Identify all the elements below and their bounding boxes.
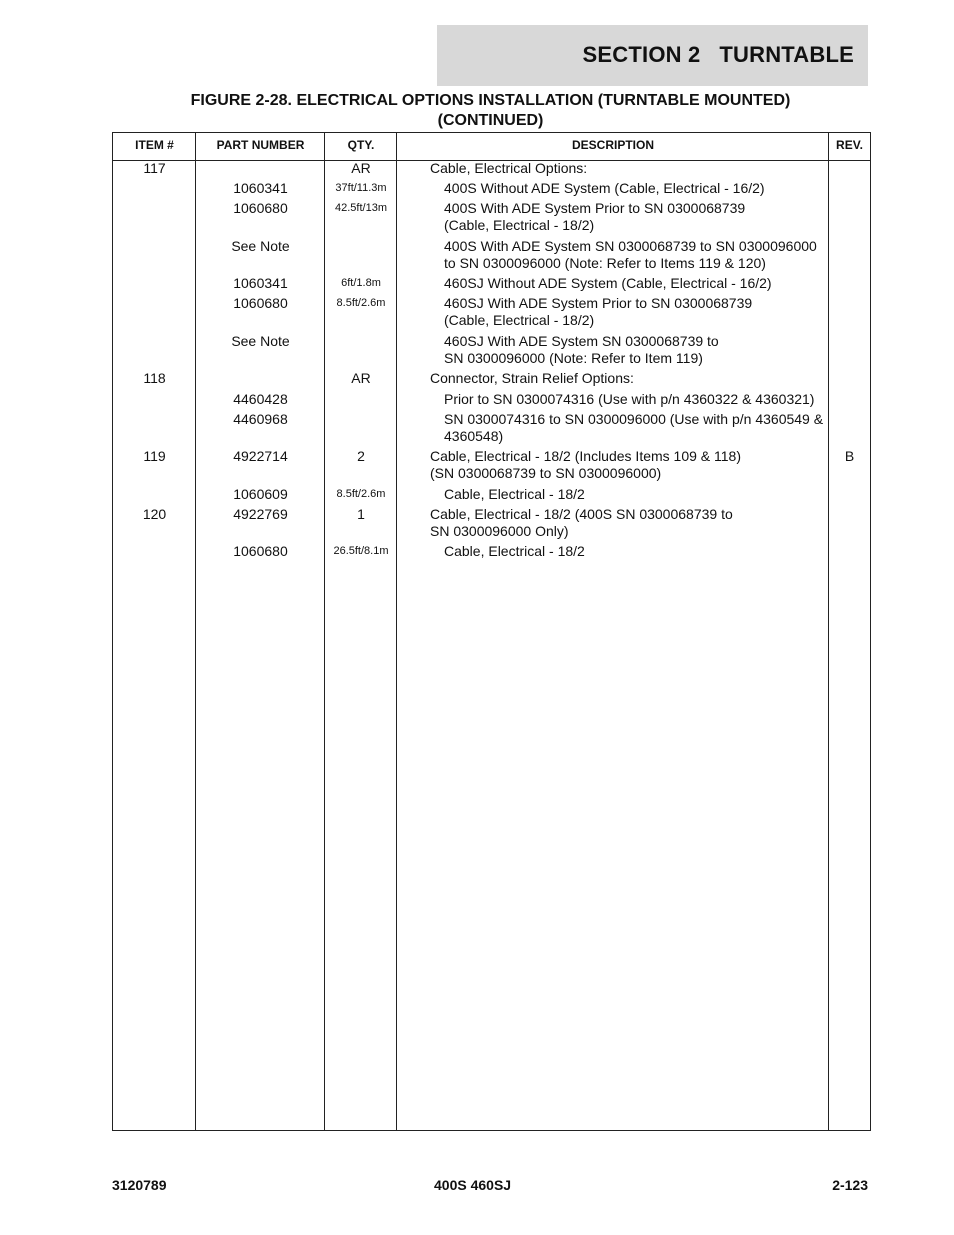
description bbox=[444, 180, 839, 197]
description bbox=[430, 160, 825, 177]
part-number: 4922769 bbox=[233, 506, 288, 522]
description-line: SN 0300096000 (Note: Refer to Item 119) bbox=[444, 350, 703, 366]
item-number: 118 bbox=[143, 370, 166, 386]
quantity: 1 bbox=[357, 506, 365, 522]
description bbox=[444, 411, 839, 445]
description-line: (Cable, Electrical - 18/2) bbox=[444, 312, 595, 328]
quantity: 6ft/1.8m bbox=[341, 277, 381, 289]
description-line: SN 0300074316 to SN 0300096000 (Use with p/n 4360549 & bbox=[444, 411, 824, 427]
description-line: to SN 0300096000 (Note: Refer to Items 119 & 120) bbox=[444, 255, 766, 271]
figure-title-line2: (CONTINUED) bbox=[437, 112, 544, 129]
quantity: 26.5ft/8.1m bbox=[333, 545, 389, 557]
footer-page-number: 2-123 bbox=[832, 1177, 868, 1193]
quantity: 8.5ft/2.6m bbox=[336, 488, 386, 500]
description-line: 400S Without ADE System (Cable, Electrical - 16/2) bbox=[444, 180, 765, 196]
description-line: (Cable, Electrical - 18/2) bbox=[444, 217, 595, 233]
quantity: AR bbox=[351, 160, 371, 176]
quantity: 2 bbox=[357, 448, 365, 464]
footer-model: 400S 460SJ bbox=[434, 1177, 512, 1193]
description bbox=[430, 448, 825, 482]
quantity: 42.5ft/13m bbox=[335, 202, 387, 214]
part-number: 1060609 bbox=[233, 486, 288, 502]
description-line: 400S With ADE System Prior to SN 0300068739 bbox=[444, 200, 746, 216]
description bbox=[444, 391, 839, 408]
header-qty: QTY. bbox=[347, 138, 375, 152]
description-line: Cable, Electrical Options: bbox=[430, 160, 588, 176]
description-line: 460SJ With ADE System SN 0300068739 to bbox=[444, 333, 719, 349]
header-description: DESCRIPTION bbox=[571, 138, 654, 152]
description bbox=[444, 200, 839, 234]
description-line: Cable, Electrical - 18/2 bbox=[444, 543, 585, 559]
description-line: 4360548) bbox=[444, 428, 504, 444]
revision: B bbox=[844, 448, 855, 464]
quantity: 37ft/11.3m bbox=[335, 182, 387, 194]
description bbox=[444, 295, 839, 329]
part-number: 4460968 bbox=[233, 411, 288, 427]
description bbox=[444, 238, 839, 272]
description-line: Connector, Strain Relief Options: bbox=[430, 370, 634, 386]
description-line: Cable, Electrical - 18/2 (400S SN 0300068739 to bbox=[430, 506, 733, 522]
description-line: 460SJ Without ADE System (Cable, Electrical - 16/2) bbox=[444, 275, 772, 291]
description-line: 400S With ADE System SN 0300068739 to SN 0300096000 bbox=[444, 238, 817, 254]
description bbox=[444, 275, 839, 292]
part-number: 1060680 bbox=[233, 295, 288, 311]
part-number: 1060680 bbox=[233, 200, 288, 216]
part-number: 1060680 bbox=[233, 543, 288, 559]
description bbox=[430, 506, 825, 540]
description bbox=[430, 370, 825, 387]
item-number: 119 bbox=[143, 448, 166, 464]
description-line: 460SJ With ADE System Prior to SN 0300068739 bbox=[444, 295, 753, 311]
part-number: 4922714 bbox=[233, 448, 288, 464]
description bbox=[444, 486, 839, 503]
header-rev: REV. bbox=[836, 138, 863, 152]
parts-table bbox=[112, 132, 871, 1131]
part-number: See Note bbox=[231, 238, 290, 254]
part-number: 1060341 bbox=[233, 180, 288, 196]
description-line: Cable, Electrical - 18/2 bbox=[444, 486, 585, 502]
footer-doc-number: 3120789 bbox=[112, 1177, 167, 1193]
header-item: ITEM # bbox=[135, 138, 174, 152]
description-line: Prior to SN 0300074316 (Use with p/n 4360322 & 4360321) bbox=[444, 391, 815, 407]
description-line: Cable, Electrical - 18/2 (Includes Items 109 & 118) bbox=[430, 448, 742, 464]
part-number: 4460428 bbox=[233, 391, 288, 407]
figure-title bbox=[112, 91, 869, 131]
item-number: 117 bbox=[143, 160, 166, 176]
part-number: 1060341 bbox=[233, 275, 288, 291]
section-title: SECTION 2 TURNTABLE bbox=[582, 42, 854, 67]
description-line: SN 0300096000 Only) bbox=[430, 523, 569, 539]
item-number: 120 bbox=[142, 506, 167, 522]
description bbox=[444, 543, 839, 560]
section-banner bbox=[437, 25, 868, 86]
quantity: 8.5ft/2.6m bbox=[336, 297, 386, 309]
header-part-number: PART NUMBER bbox=[216, 138, 305, 152]
part-number: See Note bbox=[231, 333, 290, 349]
description bbox=[444, 333, 839, 367]
description-line: (SN 0300068739 to SN 0300096000) bbox=[430, 465, 662, 481]
figure-title-line1: FIGURE 2-28. ELECTRICAL OPTIONS INSTALLATION (TURNTABLE MOUNTED) bbox=[190, 92, 791, 109]
quantity: AR bbox=[351, 370, 371, 386]
